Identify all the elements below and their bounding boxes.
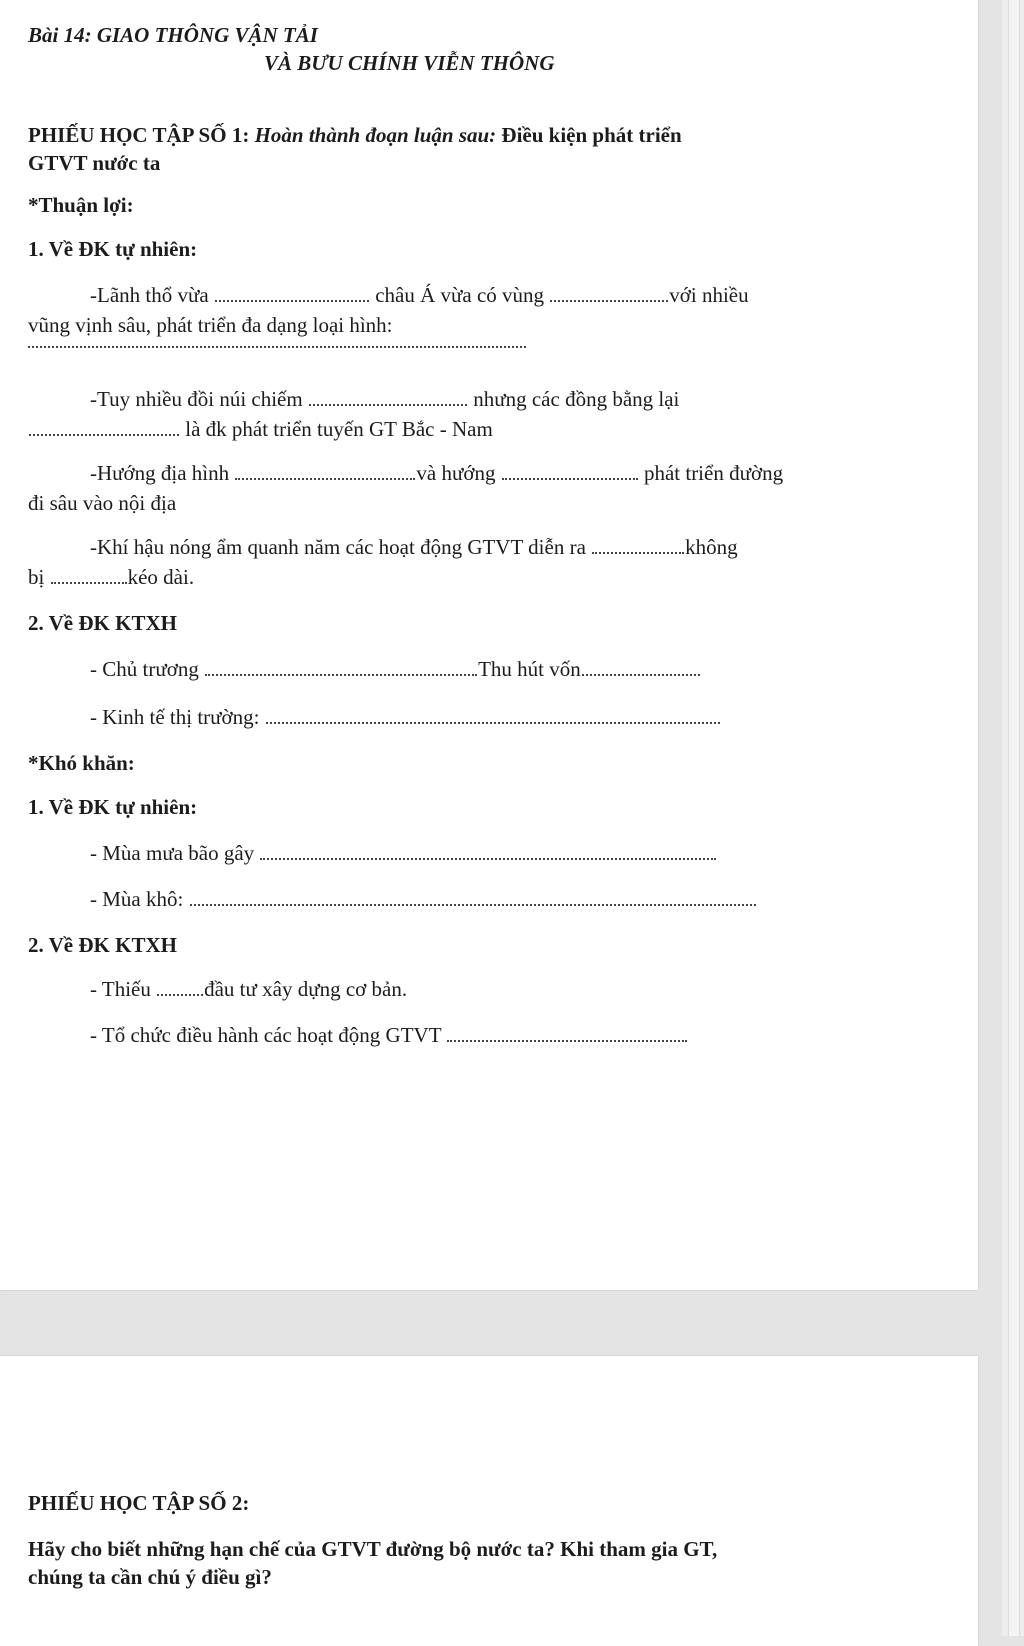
text: -Lãnh thổ vừa — [90, 283, 209, 307]
lesson-title-line-1: Bài 14: GIAO THÔNG VẬN TẢI — [28, 23, 318, 47]
document-page-2 — [0, 1356, 978, 1646]
text: -Tuy nhiều đồi núi chiếm — [90, 387, 303, 411]
worksheet-2-question-line-2: chúng ta cần chú ý điều gì? — [28, 1565, 272, 1589]
blank-field[interactable] — [190, 890, 756, 906]
adv-natural-line-4 — [90, 534, 738, 560]
worksheet-1-header — [28, 122, 682, 148]
blank-field[interactable] — [309, 390, 467, 406]
adv-natural-heading: 1. Về ĐK tự nhiên: — [28, 237, 198, 261]
dif-social-line-1 — [90, 976, 407, 1002]
blank-field[interactable] — [260, 844, 716, 860]
text: -Khí hậu nóng ẩm quanh năm các hoạt động GTVT diễn ra — [90, 535, 586, 559]
adv-social-heading: 2. Về ĐK KTXH — [28, 611, 177, 635]
text: -Hướng địa hình — [90, 461, 230, 485]
blank-field[interactable] — [502, 464, 638, 480]
blank-field[interactable] — [51, 568, 127, 584]
text: - Kinh tế thị trường: — [90, 705, 260, 729]
text: phát triển đường — [643, 461, 784, 485]
worksheet-1-topic-cont: GTVT nước ta — [28, 151, 161, 175]
text: - Chủ trương — [90, 657, 199, 681]
adv-natural-line-4-cont — [28, 564, 194, 590]
text: châu Á vừa có vùng — [375, 283, 545, 307]
blank-field[interactable] — [215, 286, 369, 302]
blank-line[interactable] — [28, 346, 526, 348]
blank-field[interactable] — [550, 286, 668, 302]
adv-natural-line-3 — [90, 460, 783, 486]
adv-natural-line-1-cont: vũng vịnh sâu, phát triển đa dạng loại hình: — [28, 313, 393, 337]
scrollbar-thumb[interactable] — [1008, 0, 1020, 1636]
worksheet-1-instruction: Hoàn thành đoạn luận sau: — [254, 123, 497, 147]
blank-field[interactable] — [205, 660, 477, 676]
text: - Mùa khô: — [90, 887, 184, 911]
dif-social-heading: 2. Về ĐK KTXH — [28, 933, 177, 957]
text: - Thiếu — [90, 977, 151, 1001]
text: bị — [28, 565, 45, 589]
blank-field[interactable] — [235, 464, 415, 480]
text: - Tổ chức điều hành các hoạt động GTVT — [90, 1023, 442, 1047]
text: là đk phát triển tuyến GT Bắc - Nam — [185, 417, 493, 441]
text: Thu hút vốn — [478, 657, 581, 681]
worksheet-1-label: PHIẾU HỌC TẬP SỐ 1: — [28, 123, 250, 147]
worksheet-2-question-line-1: Hãy cho biết những hạn chế của GTVT đường bộ nước ta? Khi tham gia GT, — [28, 1537, 718, 1561]
adv-natural-line-3-cont: đi sâu vào nội địa — [28, 491, 177, 515]
adv-social-line-2 — [90, 704, 721, 730]
text: và hướng — [416, 461, 496, 485]
text: - Mùa mưa bão gây — [90, 841, 255, 865]
adv-natural-line-2-cont — [28, 416, 493, 442]
blank-field[interactable] — [592, 538, 684, 554]
blank-field[interactable] — [157, 980, 203, 996]
blank-field[interactable] — [447, 1026, 687, 1042]
adv-natural-line-1 — [90, 282, 749, 308]
text: không — [685, 535, 738, 559]
advantages-heading: *Thuận lợi: — [28, 193, 134, 217]
worksheet-1-topic: Điều kiện phát triển — [501, 123, 682, 147]
dif-natural-line-2 — [90, 886, 757, 912]
dif-natural-heading: 1. Về ĐK tự nhiên: — [28, 795, 198, 819]
worksheet-2-label: PHIẾU HỌC TẬP SỐ 2: — [28, 1491, 250, 1515]
blank-field[interactable] — [266, 708, 720, 724]
blank-field[interactable] — [582, 660, 700, 676]
text: nhưng các đồng bằng lại — [473, 387, 680, 411]
lesson-title-line-2: VÀ BƯU CHÍNH VIỄN THÔNG — [264, 51, 555, 75]
text: đầu tư xây dựng cơ bản. — [204, 977, 408, 1001]
dif-natural-line-1 — [90, 840, 717, 866]
text: với nhiều — [669, 283, 749, 307]
difficulties-heading: *Khó khăn: — [28, 751, 135, 775]
scrollbar[interactable] — [1002, 0, 1024, 1636]
adv-social-line-1 — [90, 656, 701, 682]
text: kéo dài. — [127, 565, 195, 589]
blank-field[interactable] — [29, 420, 179, 436]
adv-natural-line-2 — [90, 386, 679, 412]
dif-social-line-2 — [90, 1022, 688, 1048]
